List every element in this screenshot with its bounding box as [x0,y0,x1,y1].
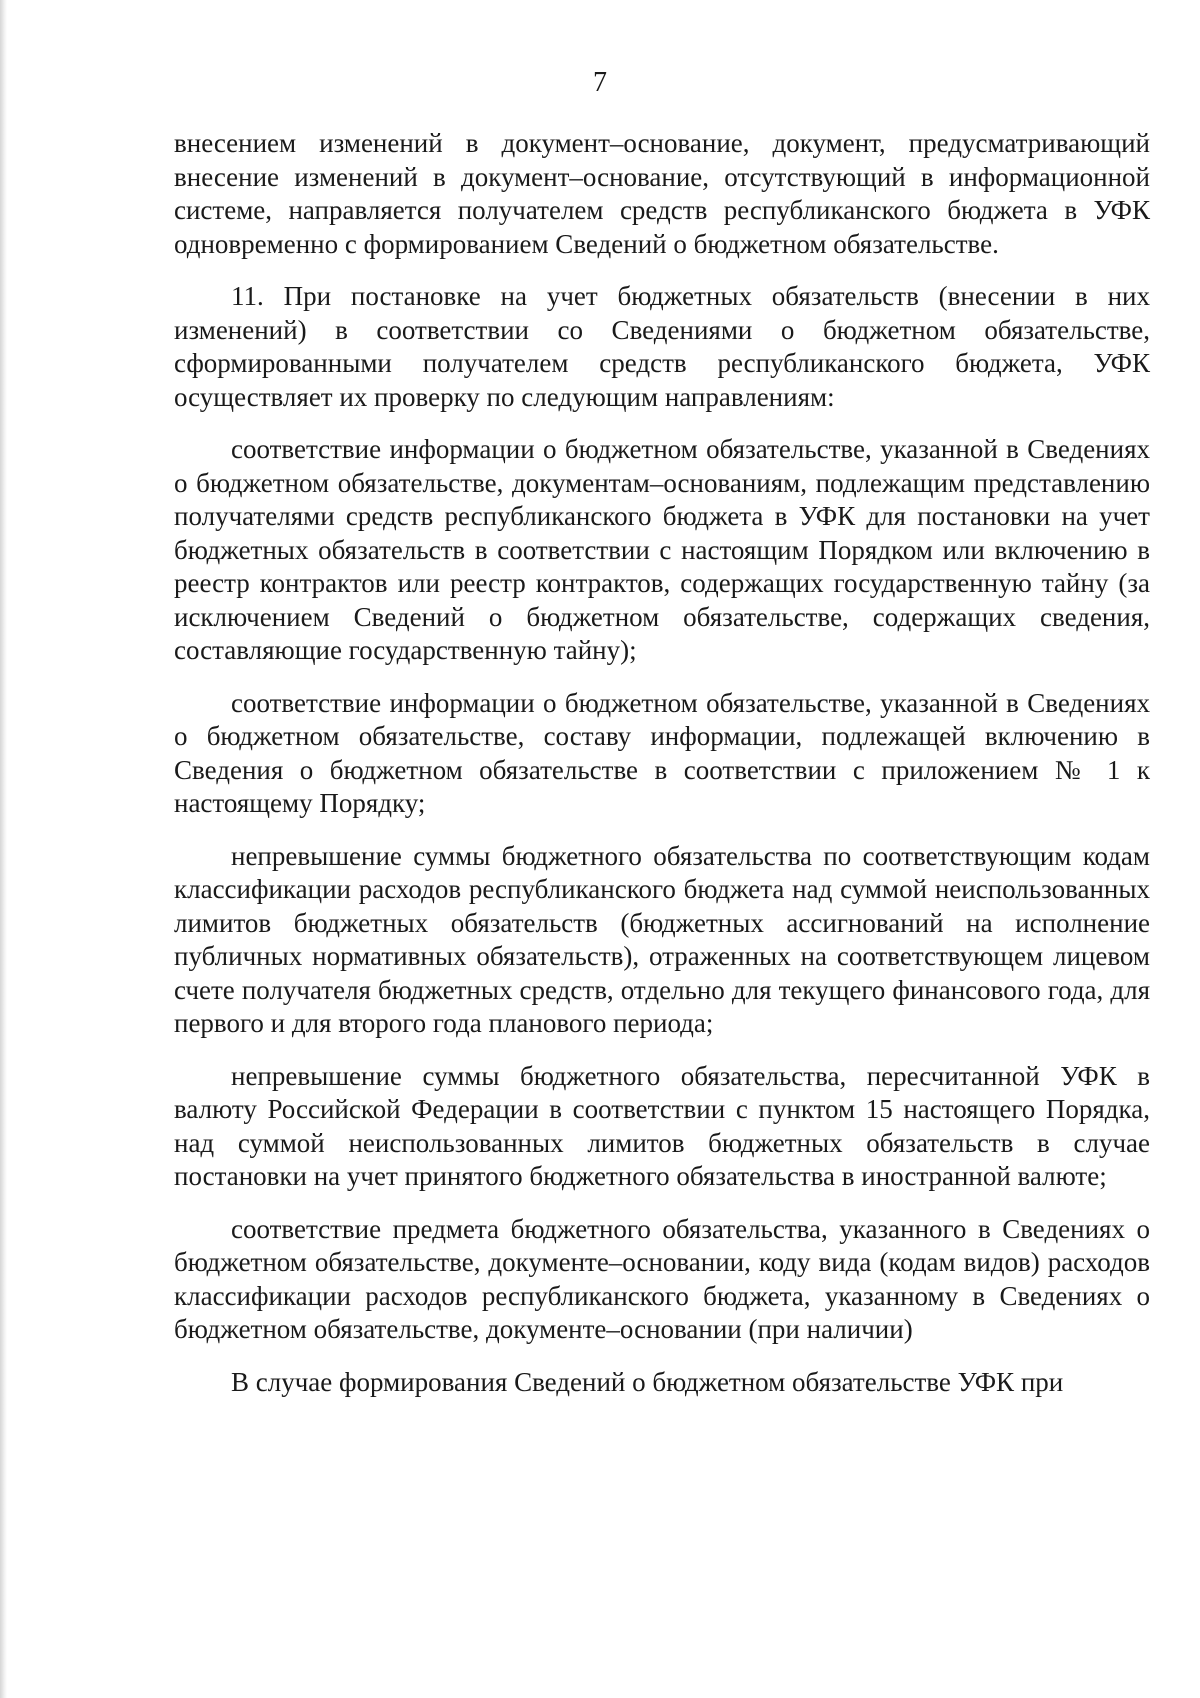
scan-edge-shadow [0,0,7,1698]
document-body [174,127,1150,1399]
paragraph-item-11: 11. При постановке на учет бюджетных обязательств (внесении в них изменений) в соответствии со Сведениями о бюджетном обязательстве, сформированными получателем средств республиканского бюджета, УФК осуществляет их проверку по следующим направлениям: [174,281,1150,412]
paragraph-check-subject: соответствие предмета бюджетного обязательства, указанного в Сведениях о бюджетном обязательстве, документе–основании, коду вида (кодам видов) расходов классификации расходов республиканского бюджета, указанному в Сведениях о бюджетном обязательстве, документе–основании (при наличии) [174,1213,1150,1344]
paragraph-check-document-basis: соответствие информации о бюджетном обязательстве, указанной в Сведениях о бюджетном обязательстве, документам–основаниям, подлежащим представлению получателями средств республиканского бюджета в УФК для постановки на учет бюджетных обязательств в соответствии с настоящим Порядком или включению в реестр контрактов или реестр контрактов, содержащих государственную тайну (за исключением Сведений о бюджетном обязательстве, содержащих сведения, составляющие государственную тайну); [174,434,1150,665]
paragraph-final-fragment: В случае формирования Сведений о бюджетном обязательстве УФК при [231,1366,1064,1397]
paragraph-continuation: внесением изменений в документ–основание, документ, предусматривающий внесение изменений в документ–основание, отсутствующий в информационной системе, направляется получателем средств республиканского бюджета в УФК одновременно с формированием Сведений о бюджетном обязательстве. [174,128,1150,259]
paragraph-check-limits: непревышение суммы бюджетного обязательства по соответствующим кодам классификации расходов республиканского бюджета над суммой неиспользованных лимитов бюджетных обязательств (бюджетных ассигнований на исполнение публичных нормативных обязательств), отраженных на соответствующем лицевом счете получателя бюджетных средств, отдельно для текущего финансового года, для первого и для второго года планового периода; [174,840,1150,1038]
paragraph-check-foreign-currency: непревышение суммы бюджетного обязательства, пересчитанной УФК в валюту Российской Федерации в соответствии с пунктом 15 настоящего Порядка, над суммой неиспользованных лимитов бюджетных обязательств в случае постановки на учет принятого бюджетного обязательства в иностранной валюте; [174,1060,1150,1191]
page-number: 7 [593,67,607,98]
paragraph-check-information-composition: соответствие информации о бюджетном обязательстве, указанной в Сведениях о бюджетном обязательстве, составу информации, подлежащей включению в Сведения о бюджетном обязательстве в соответствии с приложением № 1 к настоящему Порядку; [174,687,1150,818]
